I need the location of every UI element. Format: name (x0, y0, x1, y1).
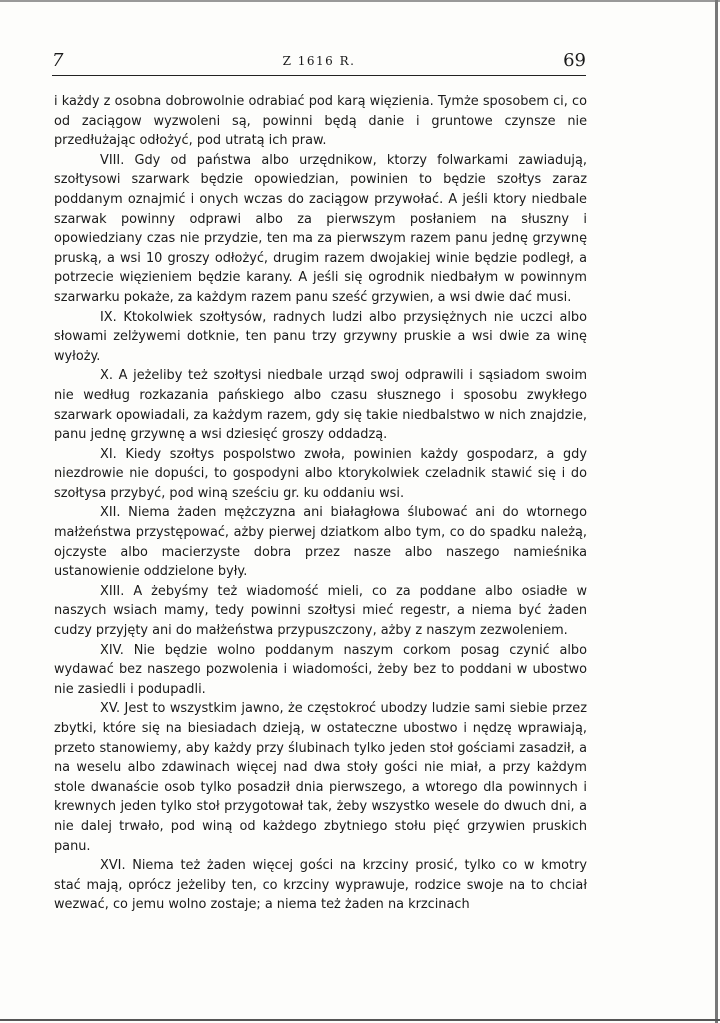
binding-edge-rule (715, 0, 718, 1023)
running-title: Z 1616 R. (282, 54, 356, 68)
top-edge-rule (0, 0, 720, 2)
section-number: 7 (52, 50, 64, 71)
paragraph-article-xiv: XIV. Nie będzie wolno poddanym naszym corkom posag czynić albo wydawać bez naszego pozwolenia i wiadomości, żeby bez to poddani w ubostwo nie zasiedli i podupadli. (54, 642, 587, 697)
paragraph-article-xv: XV. Jest to wszystkim jawno, że częstokroć ubodzy ludzie sami siebie przez zbytki, które się na biesiadach dzieją, w ostateczne ubostwo i nędzę wprawiają, przeto stanowiemy, aby każdy przy ślubinach tylko jeden stoł gościami zasadził, a na weselu albo zdawinach więcej nad dwa stoły gości nie miał, a przy każdym stole dwanaście osob tylko posadził dnia pierwszego, a wtorego dla powinnych i krewnych jeden tylko stoł przygotował tak, żeby wszystko wesele do dwuch dni, a nie dalej trwało, pod winą od każdego zbytniego stołu pięć grzywien pruskich panu. (54, 701, 587, 854)
paragraph-article-xvi: XVI. Niema też żaden więcej gości na krzciny prosić, tylko co w kmotry stać mają, oprócz jeżeliby ten, co krzciny wyprawuje, rodzice swoje na to chciał wezwać, co jemu wolno zostaje; a niema też żaden na krzcinach (54, 858, 587, 913)
body-text (54, 92, 587, 915)
paragraph-article-ix: IX. Ktokolwiek szołtysów, radnych ludzi albo przysiężnych nie uczci albo słowami zelżywemi dotknie, ten panu trzy grzywny pruskie a wsi dwie za winę wyłoży. (54, 309, 587, 364)
paragraph-article-xi: XI. Kiedy szołtys pospolstwo zwoła, powinien każdy gospodarz, a gdy niezdrowie nie dopuści, to gospodyni albo ktorykolwiek czeladnik stawić się i do szołtysa przybyć, pod winą sześciu gr. ku oddaniu wsi. (54, 446, 587, 501)
page-number: 69 (563, 50, 586, 71)
paragraph-article-xiii: XIII. A żebyśmy też wiadomość mieli, co za poddane albo osiadłe w naszych wsiach mamy, tedy powinni szołtysi mieć regestr, a niema być żaden cudzy przyjęty ani do małżeństwa przypuszczony, ażby z naszym zezwoleniem. (54, 583, 587, 639)
paragraph-article-x: X. A jeżeliby też szołtysi niedbale urząd swoj odprawili i sąsiadom swoim nie według rozkazania pańskiego albo czasu słusznego i sposobu zwykłego szarwark opowiadali, za każdym razem, gdy się takie niedbalstwo w nich znajdzie, panu jednę grzywnę a wsi dziesięć groszy oddadzą. (54, 368, 587, 443)
paragraph-article-xii: XII. Niema żaden mężczyzna ani białagłowa ślubować ani do wtornego małżeństwa przystępować, ażby pierwej dziatkom albo tym, co do spadku należą, ojczyste albo macierzyste dobra przez nasze albo naszego namieśnika ustanowienie oddzielone były. (54, 505, 587, 580)
paragraph-article-viii: VIII. Gdy od państwa albo urzędnikow, ktorzy folwarkami zawiadują, szołtysowi szarwark będzie opowiedzian, powinien to będzie szołtys zaraz poddanym oznajmić i onych wczas do zaciągow przywołać. A jeśli ktory niedbale szarwak powinny odprawi albo za pierwszym posłaniem na słuszny i opowiedziany czas nie przydzie, ten ma za pierwszym razem panu jednę grzywnę pruską, a wsi 10 groszy odłożyć, drugim razem dwojakiej winie będzie podległ, a potrzecie więzieniem będzie karany. A jeśli się ogrodnik niedbałym w powinnym szarwarku pokaże, za każdym razem panu sześć grzywien, a wsi dwie dać musi. (54, 152, 587, 305)
paragraph-continuation: i każdy z osobna dobrowolnie odrabiać pod karą więzienia. Tymże sposobem ci, co od zaciągow wyzwoleni są, powinni będą danie i gruntowe czynsze nie przedłużając odłożyć, pod utratą ich praw. (54, 94, 587, 149)
bottom-edge-rule (0, 1019, 720, 1021)
header-rule (52, 75, 586, 76)
